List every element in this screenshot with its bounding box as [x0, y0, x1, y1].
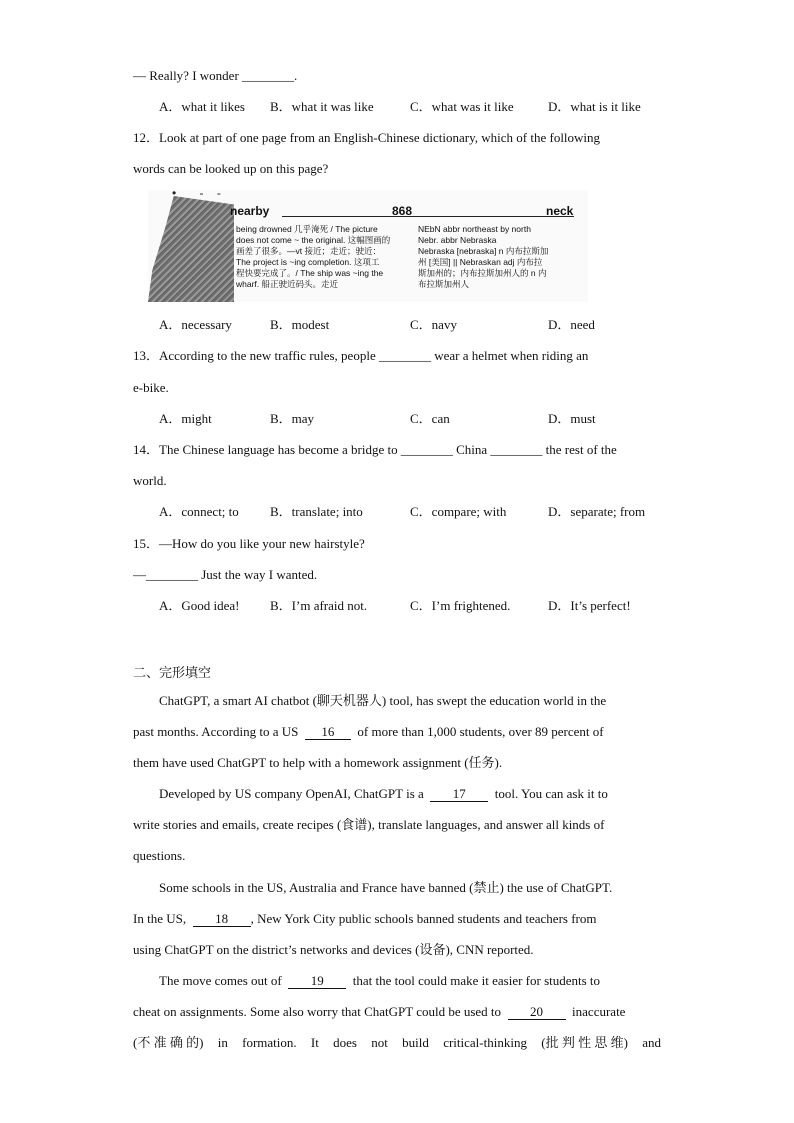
dictionary-header-rule	[282, 216, 574, 217]
dictionary-left-line: The project is ~ing completion. 这项工	[236, 257, 380, 267]
passage-p1-line2: past months. According to a US 16 of more than 1,000 students, over 89 percent of	[133, 724, 604, 739]
blank-19[interactable]: 19	[288, 974, 346, 989]
dictionary-right-line: Nebr. abbr Nebraska	[418, 235, 497, 245]
dictionary-right-line: 州 [美国] || Nebraskan adj 内布拉	[418, 257, 543, 267]
q12-stem-line1: 12．Look at part of one page from an English-Chinese dictionary, which of the following	[133, 130, 601, 145]
q14-option-c: C．compare; with	[410, 504, 507, 519]
q11-option-c: C．what was it like	[410, 99, 514, 114]
q15-option-b: B．I’m afraid not.	[270, 598, 368, 613]
q12-option-d: D．need	[548, 317, 595, 332]
dictionary-left-line: being drowned 几乎淹死 / The picture	[236, 224, 378, 234]
passage-p3-line3: using ChatGPT on the district’s networks and devices (设备), CNN reported.	[133, 942, 534, 957]
q14-option-a: A．connect; to	[159, 504, 239, 519]
dictionary-page-number: 868	[392, 204, 413, 218]
q15-option-c: C．I’m frightened.	[410, 598, 511, 613]
q14-stem-line1: 14．The Chinese language has become a bridge to ________ China ________ the rest of the	[133, 442, 617, 457]
section-title: 二、完形填空	[133, 666, 212, 681]
q12-option-b: B．modest	[270, 317, 330, 332]
dictionary-left-line: 程快要完成了。/ The ship was ~ing the	[236, 268, 384, 278]
passage-p3-line2: In the US, 18 , New York City public schools banned students and teachers from	[133, 911, 597, 926]
q14-option-d: D．separate; from	[548, 504, 646, 519]
q11-option-a: A．what it likes	[159, 99, 245, 114]
dictionary-right-line: NEbN abbr northeast by north	[418, 224, 531, 234]
passage-p1-line1: ChatGPT, a smart AI chatbot (聊天机器人) tool, has swept the education world in the	[159, 693, 607, 708]
passage-p1-line3: them have used ChatGPT to help with a homework assignment (任务).	[133, 755, 503, 770]
q13-option-a: A．might	[159, 411, 212, 426]
q11-option-d: D．what is it like	[548, 99, 641, 114]
dictionary-right-line: Nebraska [nebraska] n 内布拉斯加	[418, 246, 549, 256]
q11-option-b: B．what it was like	[270, 99, 374, 114]
q15-stem-line1: 15．—How do you like your new hairstyle?	[133, 536, 365, 551]
q14-option-b: B．translate; into	[270, 504, 363, 519]
q12-option-c: C．navy	[410, 317, 457, 332]
q13-option-c: C．can	[410, 411, 450, 426]
page-shadow	[148, 196, 234, 302]
q11-stem: — Really? I wonder ________.	[133, 68, 298, 83]
dictionary-right-headword: neck	[546, 204, 574, 218]
q13-stem-line2: e-bike.	[133, 380, 169, 395]
passage-p2-line1: Developed by US company OpenAI, ChatGPT is a 17 tool. You can ask it to	[159, 786, 608, 801]
passage-p3-line1: Some schools in the US, Australia and France have banned (禁止) the use of ChatGPT.	[159, 880, 613, 895]
dictionary-left-line: 画差了很多。—vt 接近；走近；驶近：	[236, 246, 381, 256]
dictionary-left-headword: nearby	[230, 204, 270, 218]
passage-p4-line1: The move comes out of 19 that the tool could make it easier for students to	[159, 973, 601, 988]
dictionary-left-line: does not come ~ the original. 这幅图画的	[236, 235, 391, 245]
q14-stem-line2: world.	[133, 473, 167, 488]
passage-p2-line2: write stories and emails, create recipes (食谱), translate languages, and answer all kinds of	[133, 817, 605, 832]
blank-18[interactable]: 18	[193, 912, 251, 927]
passage-p2-line3: questions.	[133, 848, 186, 863]
q13-stem-line1: 13．According to the new traffic rules, people ________ wear a helmet when riding an	[133, 348, 589, 363]
blank-17[interactable]: 17	[430, 787, 488, 802]
blank-20[interactable]: 20	[508, 1005, 566, 1020]
blank-16[interactable]: 16	[305, 725, 351, 740]
dictionary-image: • - - nearby 868 neck being drowned 几乎淹死 / The picture does not come ~ the original. 这幅图画的 画差了很多。—vt 接近；走近；驶近： The project is ~ing completion. 这项工 程快要完成了。/ The ship was ~ing the wharf. 船正驶近码头。走近 NEbN abbr northeast by north Nebr. abbr Nebraska Nebraska [nebraska] n 内布拉斯加 州 [美国] || Nebraskan adj 内布拉 斯加州的；内布拉斯加州人的 n 内 布拉斯加州人	[148, 190, 588, 302]
q13-option-b: B．may	[270, 411, 315, 426]
passage-p4-line2: cheat on assignments. Some also worry that ChatGPT could be used to 20 inaccurate	[133, 1004, 626, 1019]
dictionary-left-line: wharf. 船正驶近码头。走近	[236, 279, 339, 289]
q13-option-d: D．must	[548, 411, 596, 426]
dictionary-right-line: 布拉斯加州人	[418, 279, 470, 289]
q15-option-a: A．Good idea!	[159, 598, 240, 613]
dictionary-right-line: 斯加州的；内布拉斯加州人的 n 内	[418, 268, 547, 278]
passage-p4-line3: (不 准 确 的) in formation. It does not build critical-thinking (批 判 性 思 维) and	[133, 1035, 661, 1050]
q12-stem-line2: words can be looked up on this page?	[133, 161, 329, 176]
q12-option-a: A．necessary	[159, 317, 232, 332]
q15-option-d: D．It’s perfect!	[548, 598, 631, 613]
q15-stem-line2: —________ Just the way I wanted.	[133, 567, 318, 582]
